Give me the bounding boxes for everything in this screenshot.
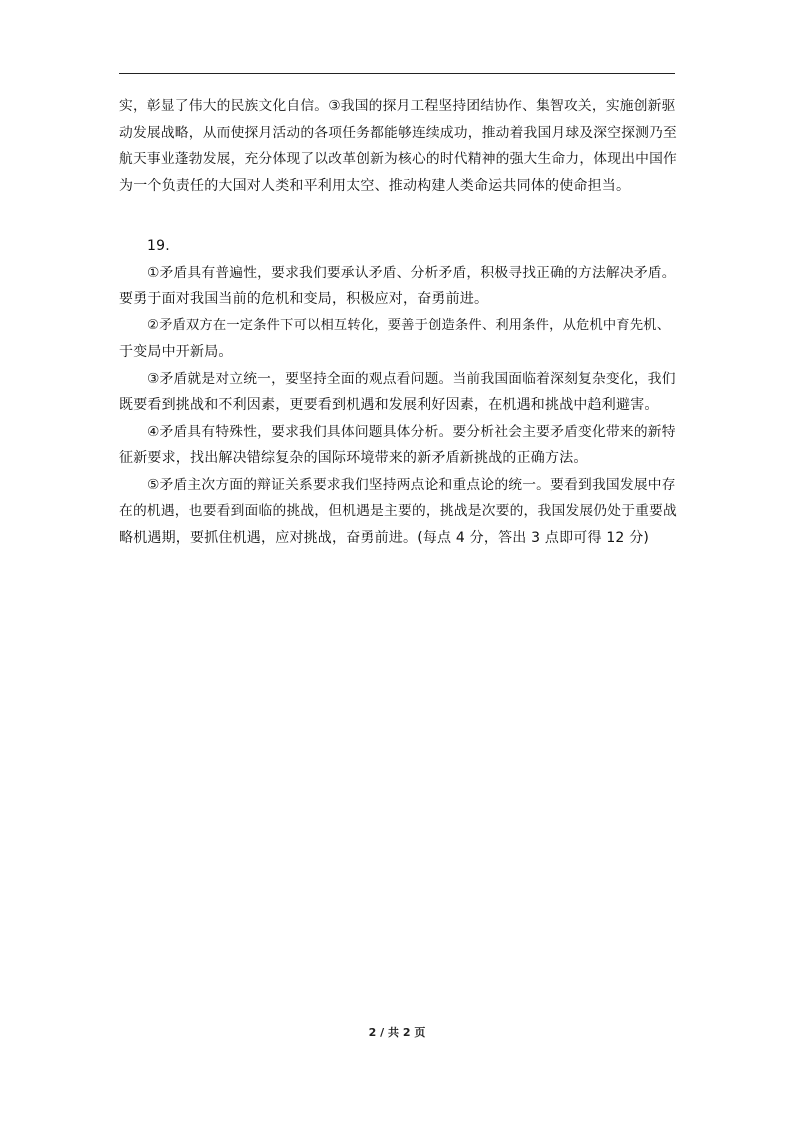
document-body <box>119 93 679 551</box>
text-line: 既要看到挑战和不利因素，更要看到机遇和发展利好因素，在机遇和挑战中趋利避害。 <box>119 397 659 413</box>
text-line: 航天事业蓬勃发展，充分体现了以改革创新为核心的时代精神的强大生命力，体现出中国作 <box>119 151 678 167</box>
answer-point-3 <box>119 366 679 419</box>
text-line: 要勇于面对我国当前的危机和变局，积极应对，奋勇前进。 <box>119 291 489 307</box>
answer-point-2 <box>119 313 679 366</box>
header-rule <box>119 73 675 74</box>
answer-point-4 <box>119 419 679 472</box>
text-line: ⑤矛盾主次方面的辩证关系要求我们坚持两点论和重点论的统一。要看到我国发展中存 <box>147 476 676 493</box>
text-line: 动发展战略，从而使探月活动的各项任务都能够连续成功，推动着我国月球及深空探测乃至 <box>119 124 678 141</box>
text-line: 为一个负责任的大国对人类和平利用太空、推动构建人类命运共同体的使命担当。 <box>119 177 631 194</box>
carryover-paragraph <box>119 93 679 199</box>
answer-point-1 <box>119 260 679 313</box>
text-line: 征新要求，找出解决错综复杂的国际环境带来的新矛盾新挑战的正确方法。 <box>119 450 588 466</box>
text-line: 在的机遇，也要看到面临的挑战，但机遇是主要的，挑战是次要的，我国发展仍处于重要战 <box>119 503 678 519</box>
text-line: 略机遇期，要抓住机遇，应对挑战，奋勇前进。(每点 4 分，答出 3 点即可得 12 分) <box>119 529 650 546</box>
text-line: 于变局中开新局。 <box>119 344 233 360</box>
page-number: 2 / 共 2 页 <box>368 1026 426 1039</box>
text-line: ②矛盾双方在一定条件下可以相互转化，要善于创造条件、利用条件，从危机中育先机、 <box>147 317 671 333</box>
text-line: ③矛盾就是对立统一，要坚持全面的观点看问题。当前我国面临着深刻复杂变化，我们 <box>147 370 676 387</box>
text-line: ①矛盾具有普遍性，要求我们要承认矛盾、分析矛盾，积极寻找正确的方法解决矛盾。 <box>147 264 676 281</box>
paragraph-gap <box>119 199 679 225</box>
answer-point-5 <box>119 472 679 552</box>
text-line: 实，彰显了伟大的民族文化自信。③我国的探月工程坚持团结协作、集智攻关，实施创新驱 <box>119 98 676 114</box>
question-number: 19. <box>147 238 170 254</box>
text-line: ④矛盾具有特殊性，要求我们具体问题具体分析。要分析社会主要矛盾变化带来的新特 <box>147 423 676 440</box>
